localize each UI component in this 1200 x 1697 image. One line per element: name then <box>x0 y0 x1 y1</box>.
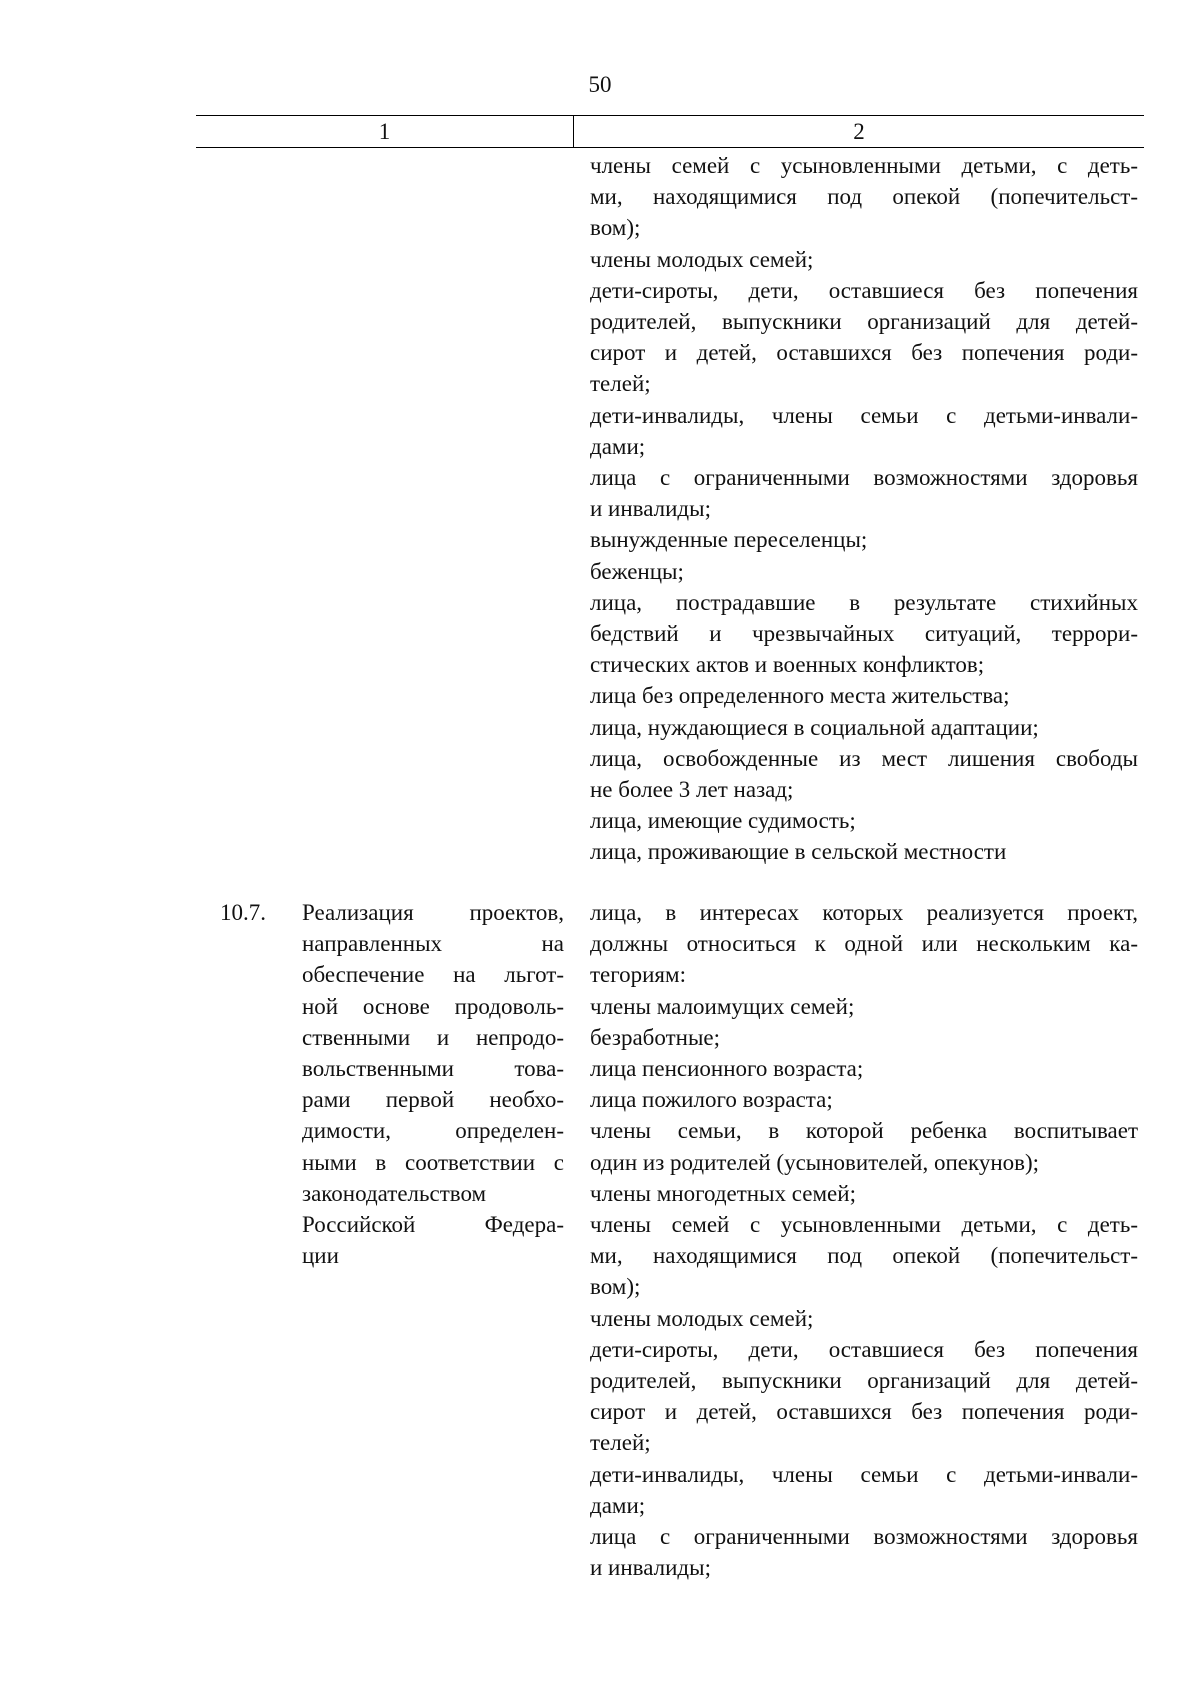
text-line: лица без определенного места жительства; <box>590 683 1010 709</box>
text-line: лица с ограниченными возможностями здоровья <box>590 1524 1138 1550</box>
text-line: лица с ограниченными возможностями здоровья <box>590 465 1138 491</box>
text-line: лица пожилого возраста; <box>590 1087 833 1113</box>
text-line: сирот и детей, оставшихся без попечения роди- <box>590 340 1138 366</box>
text-line: вом); <box>590 215 641 241</box>
text-line: законодательством <box>302 1180 487 1206</box>
text-line: дети-сироты, дети, оставшиеся без попечения <box>590 277 1138 303</box>
text-line: лица, в интересах которых реализуется проект, <box>590 900 1138 925</box>
continuation-category-list <box>590 150 1138 868</box>
text-line: родителей, выпускники организаций для детей- <box>590 1368 1138 1394</box>
text-line: дети-инвалиды, члены семьи с детьми-инвали- <box>590 402 1138 428</box>
text-line: беженцы; <box>590 558 684 584</box>
text-line: обеспечение на льгот- <box>302 962 564 988</box>
row-number: 10.7. <box>220 900 266 925</box>
text-line: ной основе продоволь- <box>302 993 564 1019</box>
text-line: родителей, выпускники организаций для детей- <box>590 309 1138 335</box>
text-line: члены семьи, в которой ребенка воспитывает <box>590 1118 1138 1144</box>
row-description <box>590 897 1138 1583</box>
text-line: и инвалиды; <box>590 496 711 522</box>
text-line: димости, определен- <box>302 1118 564 1144</box>
text-line: дети-сироты, дети, оставшиеся без попечения <box>590 1336 1138 1362</box>
text-line: тегориям: <box>590 962 686 988</box>
text-line: ми, находящимися под опекой (попечительст- <box>590 184 1138 210</box>
text-line: лица, пострадавшие в результате стихийных <box>590 589 1138 615</box>
text-line: телей; <box>590 371 651 397</box>
text-line: члены молодых семей; <box>590 246 814 272</box>
text-line: Российской Федера- <box>302 1212 564 1238</box>
text-line: бедствий и чрезвычайных ситуаций, террори- <box>590 621 1138 647</box>
text-line: ственными и непродо- <box>302 1024 564 1050</box>
text-line: и инвалиды; <box>590 1555 711 1581</box>
text-line: члены малоимущих семей; <box>590 993 855 1019</box>
text-line: члены семей с усыновленными детьми, с деть- <box>590 153 1138 178</box>
text-line: члены многодетных семей; <box>590 1180 856 1206</box>
text-line: ными в соответствии с <box>302 1149 564 1175</box>
row-title <box>302 897 564 1271</box>
text-line: лица, освобожденные из мест лишения свободы <box>590 745 1138 771</box>
text-line: лица, имеющие судимость; <box>590 808 856 834</box>
text-line: должны относиться к одной или нескольким ка- <box>590 931 1138 957</box>
text-line: рами первой необхо- <box>302 1087 564 1113</box>
text-line: вольственными това- <box>302 1056 564 1082</box>
text-line: дети-инвалиды, члены семьи с детьми-инвали- <box>590 1461 1138 1487</box>
text-line: телей; <box>590 1430 651 1456</box>
text-line: члены семей с усыновленными детьми, с деть- <box>590 1212 1138 1238</box>
text-line: безработные; <box>590 1024 720 1050</box>
text-line: ми, находящимися под опекой (попечительст- <box>590 1243 1138 1269</box>
column-2-header: 2 <box>853 119 865 144</box>
text-line: лица, проживающие в сельской местности <box>590 839 1007 865</box>
column-1-header: 1 <box>378 119 391 144</box>
text-line: ции <box>302 1243 339 1269</box>
text-line: Реализация проектов, <box>302 900 564 925</box>
text-line: члены молодых семей; <box>590 1305 814 1331</box>
text-line: стических актов и военных конфликтов; <box>590 652 985 678</box>
text-line: дами; <box>590 433 646 459</box>
text-line: направленных на <box>302 931 564 957</box>
text-line: один из родителей (усыновителей, опекунов); <box>590 1149 1040 1175</box>
text-line: лица пенсионного возраста; <box>590 1056 864 1082</box>
page-number: 50 <box>588 72 612 97</box>
text-line: не более 3 лет назад; <box>590 777 794 803</box>
text-line: лица, нуждающиеся в социальной адаптации; <box>590 714 1039 740</box>
text-line: дами; <box>590 1492 646 1518</box>
text-line: вынужденные переселенцы; <box>590 527 868 553</box>
text-line: сирот и детей, оставшихся без попечения роди- <box>590 1399 1138 1425</box>
table-header <box>196 115 1144 148</box>
text-line: вом); <box>590 1274 641 1300</box>
